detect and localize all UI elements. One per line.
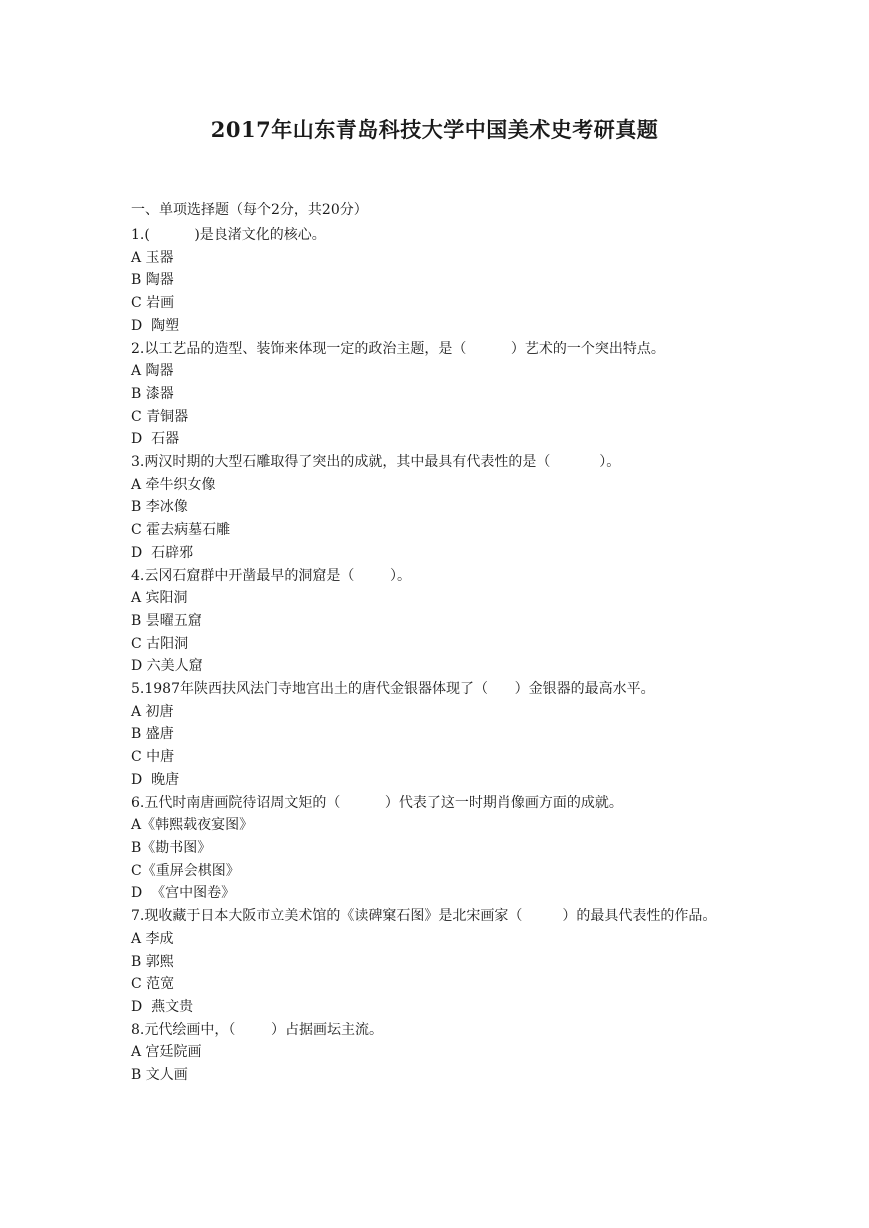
question-stem: 8.元代绘画中，（ ）占据画坛主流。 [131,1021,383,1038]
question-stem: 5.1987年陕西扶风法门寺地宫出土的唐代金银器体现了（ ）金银器的最高水平。 [131,681,655,698]
question-stem: 2.以工艺品的造型、装饰来体现一定的政治主题，是（ ）艺术的一个突出特点。 [131,340,665,357]
question-option: D 晚唐 [131,771,180,788]
question-stem: 6.五代时南唐画院待诏周文矩的（ ）代表了这一时期肖像画方面的成就。 [131,794,623,811]
question-option: B 文人画 [131,1067,188,1084]
question-option: D 陶塑 [131,317,180,334]
question-option: C《重屏会棋图》 [131,862,240,879]
question-option: C 古阳洞 [131,635,189,652]
question-option: C 青铜器 [131,408,189,425]
document-title: 2017年山东青岛科技大学中国美术史考研真题 [210,117,659,142]
question-stem: 7.现收藏于日本大阪市立美术馆的《读碑窠石图》是北宋画家（ ）的最具代表性的作品。 [131,908,717,925]
question-option: D 燕文贵 [131,998,194,1015]
question-option: A 陶器 [131,363,174,380]
question-option: B 漆器 [131,385,174,402]
question-option: A 初唐 [131,703,174,720]
question-option: A 宾阳洞 [131,590,188,607]
question-option: A 牵牛织女像 [131,476,216,493]
question-list [131,224,741,1087]
question-option: A 李成 [131,930,174,947]
question-option: A 玉器 [131,249,174,266]
question-option: C 霍去病墓石雕 [131,522,231,539]
question-option: C 范宽 [131,976,175,993]
question-option: B 李冰像 [131,499,188,516]
question-option: C 中唐 [131,749,175,766]
question-option: A 宫廷院画 [131,1044,202,1061]
question-option: D 《宫中图卷》 [131,885,236,902]
question-option: B 盛唐 [131,726,174,743]
question-option: D 六美人窟 [131,658,203,675]
section-heading: 一、单项选择题（每个2分，共20分） [131,202,368,218]
question-option: D 石器 [131,431,180,448]
question-option: D 石辟邪 [131,544,194,561]
question-option: B 郭熙 [131,953,174,970]
question-option: B 昙曜五窟 [131,612,202,629]
question-stem: 1.( )是良渚文化的核心。 [131,227,326,243]
question-option: B 陶器 [131,272,174,289]
question-option: A《韩熙载夜宴图》 [131,817,254,834]
question-stem: 4.云冈石窟群中开凿最早的洞窟是（ ）。 [131,567,411,584]
question-option: C 岩画 [131,295,175,312]
question-stem: 3.两汉时期的大型石雕取得了突出的成就，其中最具有代表性的是（ ）。 [131,454,621,471]
question-option: B《勘书图》 [131,839,212,856]
